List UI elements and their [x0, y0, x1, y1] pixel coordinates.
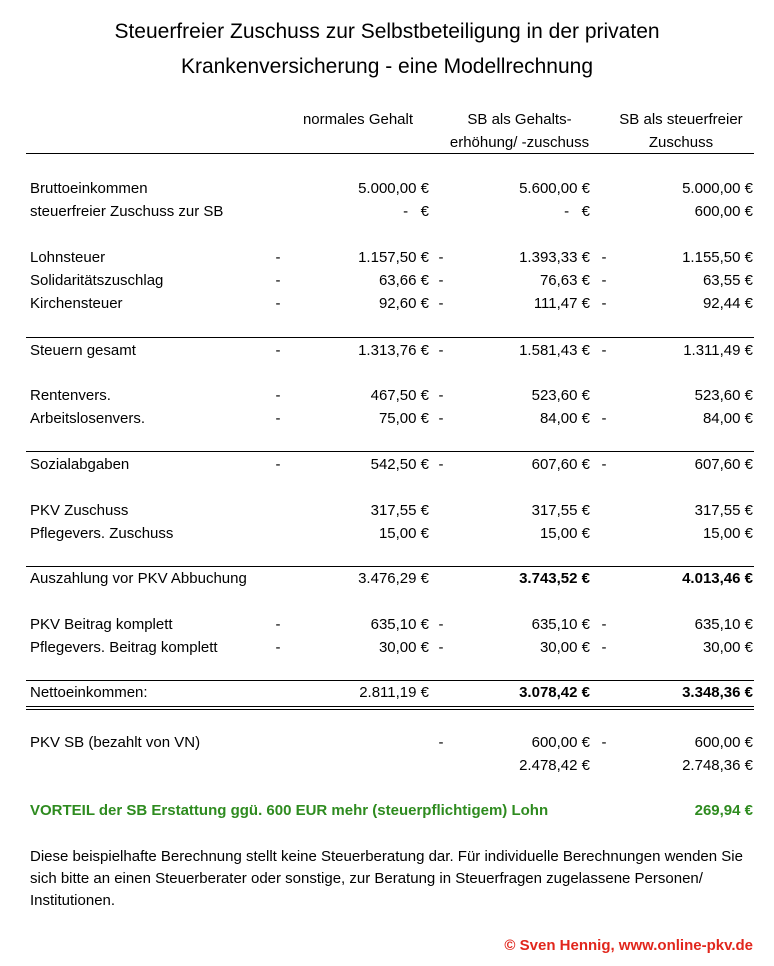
document-title-line2: Krankenversicherung - eine Modellrechnung: [180, 55, 594, 78]
minus-sign: -: [438, 387, 444, 404]
double-rule-bottom: [26, 709, 754, 710]
row-label-steuern: Steuern gesamt: [30, 342, 136, 359]
section-rule: [26, 680, 754, 681]
row-label-rente: Rentenvers.: [30, 387, 111, 404]
cell-rest-gehalt: 2.478,42 €: [519, 757, 590, 774]
cell-steuern-normal: 1.313,76 €: [358, 342, 429, 359]
cell-pkvbeitrag-gehalt: 635,10 €: [531, 616, 590, 633]
cell-pkvsb-gehalt: 600,00 €: [531, 734, 590, 751]
cell-pflegezu-gehalt: 15,00 €: [539, 525, 590, 542]
cell-pflegebeitrag-normal: 30,00 €: [378, 639, 429, 656]
vorteil-label: VORTEIL der SB Erstattung ggü. 600 EUR mehr (steuerpflichtigem) Lohn: [30, 802, 549, 819]
cell-netto-normal: 2.811,19 €: [359, 684, 429, 701]
minus-sign: -: [438, 734, 444, 751]
cell-steuern-gehalt: 1.581,43 €: [519, 342, 590, 359]
cell-brutto-gehalt: 5.600,00 €: [519, 180, 590, 197]
cell-pflegebeitrag-steuerfrei: 30,00 €: [702, 639, 753, 656]
row-label-pkvsb: PKV SB (bezahlt von VN): [30, 734, 201, 751]
minus-sign: -: [438, 249, 444, 266]
cell-sozial-gehalt: 607,60 €: [531, 456, 590, 473]
row-label-pkvzu: PKV Zuschuss: [30, 502, 129, 519]
cell-pkvbeitrag-steuerfrei: 635,10 €: [694, 616, 753, 633]
row-label-lohnsteuer: Lohnsteuer: [30, 249, 106, 266]
row-label-sozial: Sozialabgaben: [30, 456, 130, 473]
minus-sign: -: [275, 456, 281, 473]
cell-lohnsteuer-normal: 1.157,50 €: [358, 249, 429, 266]
cell-auszahlung-steuerfrei: 4.013,46 €: [682, 570, 753, 587]
minus-sign: -: [601, 342, 607, 359]
cell-lohnsteuer-steuerfrei: 1.155,50 €: [682, 249, 753, 266]
cell-pkvzu-steuerfrei: 317,55 €: [694, 502, 753, 519]
row-label-alv: Arbeitslosenvers.: [30, 410, 146, 427]
row-label-auszahlung: Auszahlung vor PKV Abbuchung: [30, 570, 247, 587]
cell-soli-normal: 63,66 €: [378, 272, 429, 289]
disclaimer-note: Diese beispielhafte Berechnung stellt keine Steuerberatung dar. Für individuelle Berechnungen wenden Sie sich bitte an einen Steuerberater oder sonstige, zur Beratung in Steuerfragen zugelassene Personen/ Institutionen.: [30, 848, 743, 909]
header-rule: [26, 153, 754, 154]
cell-sozial-normal: 542,50 €: [370, 456, 429, 473]
cell-pkvzu-normal: 317,55 €: [370, 502, 429, 519]
minus-sign: -: [601, 734, 607, 751]
section-rule: [26, 566, 754, 567]
cell-kirche-steuerfrei: 92,44 €: [702, 295, 753, 312]
cell-steuern-steuerfrei: 1.311,49 €: [683, 342, 753, 359]
copyright-notice: © Sven Hennig, www.online-pkv.de: [504, 937, 753, 954]
row-label-zuschuss: steuerfreier Zuschuss zur SB: [30, 203, 224, 220]
minus-sign: -: [275, 387, 281, 404]
cell-sozial-steuerfrei: 607,60 €: [694, 456, 753, 473]
cell-brutto-steuerfrei: 5.000,00 €: [682, 180, 753, 197]
cell-brutto-normal: 5.000,00 €: [358, 180, 429, 197]
minus-sign: -: [275, 249, 281, 266]
minus-sign: -: [275, 272, 281, 289]
row-label-pflegebeitrag: Pflegevers. Beitrag komplett: [30, 639, 218, 656]
cell-kirche-gehalt: 111,47 €: [533, 295, 590, 312]
cell-rente-normal: 467,50 €: [370, 387, 429, 404]
section-rule: [26, 337, 754, 338]
vorteil-value: 269,94 €: [694, 802, 753, 819]
minus-sign: -: [438, 272, 444, 289]
section-rule: [26, 451, 754, 452]
cell-pflegebeitrag-gehalt: 30,00 €: [539, 639, 590, 656]
header-sb-steuerfrei-1: SB als steuerfreier: [619, 111, 743, 128]
minus-sign: -: [275, 295, 281, 312]
minus-sign: -: [438, 342, 444, 359]
row-label-pkvbeitrag: PKV Beitrag komplett: [30, 616, 173, 633]
cell-pkvsb-steuerfrei: 600,00 €: [694, 734, 753, 751]
minus-sign: -: [438, 639, 444, 656]
minus-sign: -: [275, 639, 281, 656]
row-label-netto: Nettoeinkommen:: [30, 684, 148, 701]
cell-pkvbeitrag-normal: 635,10 €: [370, 616, 429, 633]
document-title-line1: Steuerfreier Zuschuss zur Selbstbeteiligung in der privaten: [114, 20, 660, 43]
cell-pkvzu-gehalt: 317,55 €: [531, 502, 590, 519]
minus-sign: -: [275, 342, 281, 359]
cell-auszahlung-gehalt: 3.743,52 €: [519, 570, 590, 587]
row-label-soli: Solidaritätszuschlag: [30, 272, 164, 289]
minus-sign: -: [438, 410, 444, 427]
minus-sign: -: [601, 639, 607, 656]
cell-kirche-normal: 92,60 €: [378, 295, 429, 312]
row-label-kirche: Kirchensteuer: [30, 295, 123, 312]
minus-sign: -: [275, 410, 281, 427]
header-sb-gehaltserhoehung-1: SB als Gehalts-: [467, 111, 572, 128]
minus-sign: -: [601, 272, 607, 289]
cell-pflegezu-steuerfrei: 15,00 €: [702, 525, 753, 542]
row-label-pflegezu: Pflegevers. Zuschuss: [30, 525, 174, 542]
header-normales-gehalt: normales Gehalt: [302, 111, 414, 128]
cell-alv-normal: 75,00 €: [378, 410, 429, 427]
row-label-brutto: Bruttoeinkommen: [30, 180, 148, 197]
cell-netto-gehalt: 3.078,42 €: [519, 684, 590, 701]
minus-sign: -: [438, 295, 444, 312]
cell-soli-gehalt: 76,63 €: [539, 272, 590, 289]
cell-alv-gehalt: 84,00 €: [539, 410, 590, 427]
cell-zuschuss-normal: - €: [403, 203, 429, 220]
cell-zuschuss-steuerfrei: 600,00 €: [694, 203, 753, 220]
cell-rest-steuerfrei: 2.748,36 €: [682, 757, 753, 774]
minus-sign: -: [601, 249, 607, 266]
minus-sign: -: [275, 616, 281, 633]
cell-auszahlung-normal: 3.476,29 €: [358, 570, 429, 587]
cell-rente-steuerfrei: 523,60 €: [694, 387, 753, 404]
header-sb-steuerfrei-2: Zuschuss: [648, 134, 714, 151]
minus-sign: -: [601, 456, 607, 473]
cell-lohnsteuer-gehalt: 1.393,33 €: [519, 249, 590, 266]
cell-netto-steuerfrei: 3.348,36 €: [682, 684, 753, 701]
header-sb-gehaltserhoehung-2: erhöhung/ -zuschuss: [449, 134, 590, 151]
cell-alv-steuerfrei: 84,00 €: [702, 410, 753, 427]
minus-sign: -: [601, 295, 607, 312]
minus-sign: -: [601, 616, 607, 633]
double-rule-top: [26, 706, 754, 707]
minus-sign: -: [438, 616, 444, 633]
minus-sign: -: [438, 456, 444, 473]
minus-sign: -: [601, 410, 607, 427]
cell-soli-steuerfrei: 63,55 €: [702, 272, 753, 289]
cell-zuschuss-gehalt: - €: [564, 203, 590, 220]
cell-rente-gehalt: 523,60 €: [531, 387, 590, 404]
cell-pflegezu-normal: 15,00 €: [378, 525, 429, 542]
